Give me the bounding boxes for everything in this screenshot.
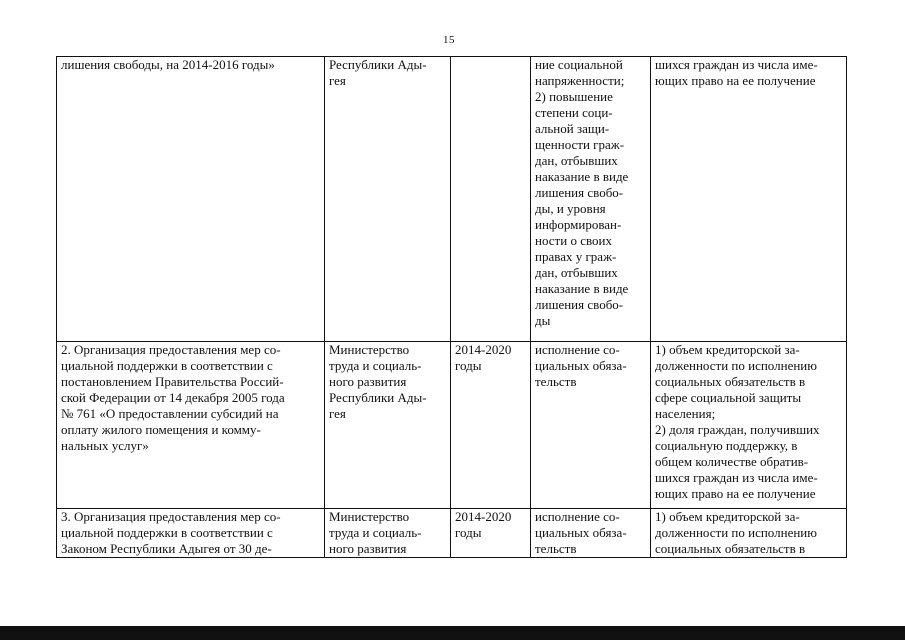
period-cell: 2014-2020 годы: [451, 342, 531, 509]
executor-cell: Министерство труда и социаль- ного развития Республики Ады- гея: [325, 342, 451, 509]
period-cell: 2014-2020 годы: [451, 509, 531, 558]
executor-cell: Министерство труда и социаль- ного развития: [325, 509, 451, 558]
indicator-cell: шихся граждан из числа име- ющих право на ее получение: [651, 57, 847, 342]
measure-name-cell: 2. Организация предоставления мер со- циальной поддержки в соответствии с постановлением Правительства Россий- ской Федерации от 14 декабря 2005 года № 761 «О предоставлении субсидий на оплату жилого помещения и комму- нальных услуг»: [57, 342, 325, 509]
table-row: [57, 57, 847, 342]
table-row: [57, 509, 847, 558]
result-cell: исполнение со- циальных обяза- тельств: [531, 342, 651, 509]
page-number: 15: [443, 34, 455, 46]
result-cell: ние социальной напряженности; 2) повышение степени соци- альной защи- щенности граж- дан, отбывших наказание в виде лишения свобо- ды, и уровня информирован- ности о своих правах у граж- дан, отбывших наказание в виде лишения свобо- ды: [531, 57, 651, 342]
executor-cell: Республики Ады- гея: [325, 57, 451, 342]
scan-edge-bar: [0, 626, 905, 640]
measures-table: [56, 56, 847, 558]
result-cell: исполнение со- циальных обяза- тельств: [531, 509, 651, 558]
measure-name-cell: 3. Организация предоставления мер со- циальной поддержки в соответствии с Законом Республики Адыгея от 30 де-: [57, 509, 325, 558]
indicator-cell: 1) объем кредиторской за- долженности по исполнению социальных обязательств в: [651, 509, 847, 558]
period-cell: [451, 57, 531, 342]
indicator-cell: 1) объем кредиторской за- долженности по исполнению социальных обязательств в сфере социальной защиты населения; 2) доля граждан, получивших социальную поддержку, в общем количестве обратив- шихся граждан из числа име- ющих право на ее получение: [651, 342, 847, 509]
measure-name-cell: лишения свободы, на 2014-2016 годы»: [57, 57, 325, 342]
table-row: [57, 342, 847, 509]
